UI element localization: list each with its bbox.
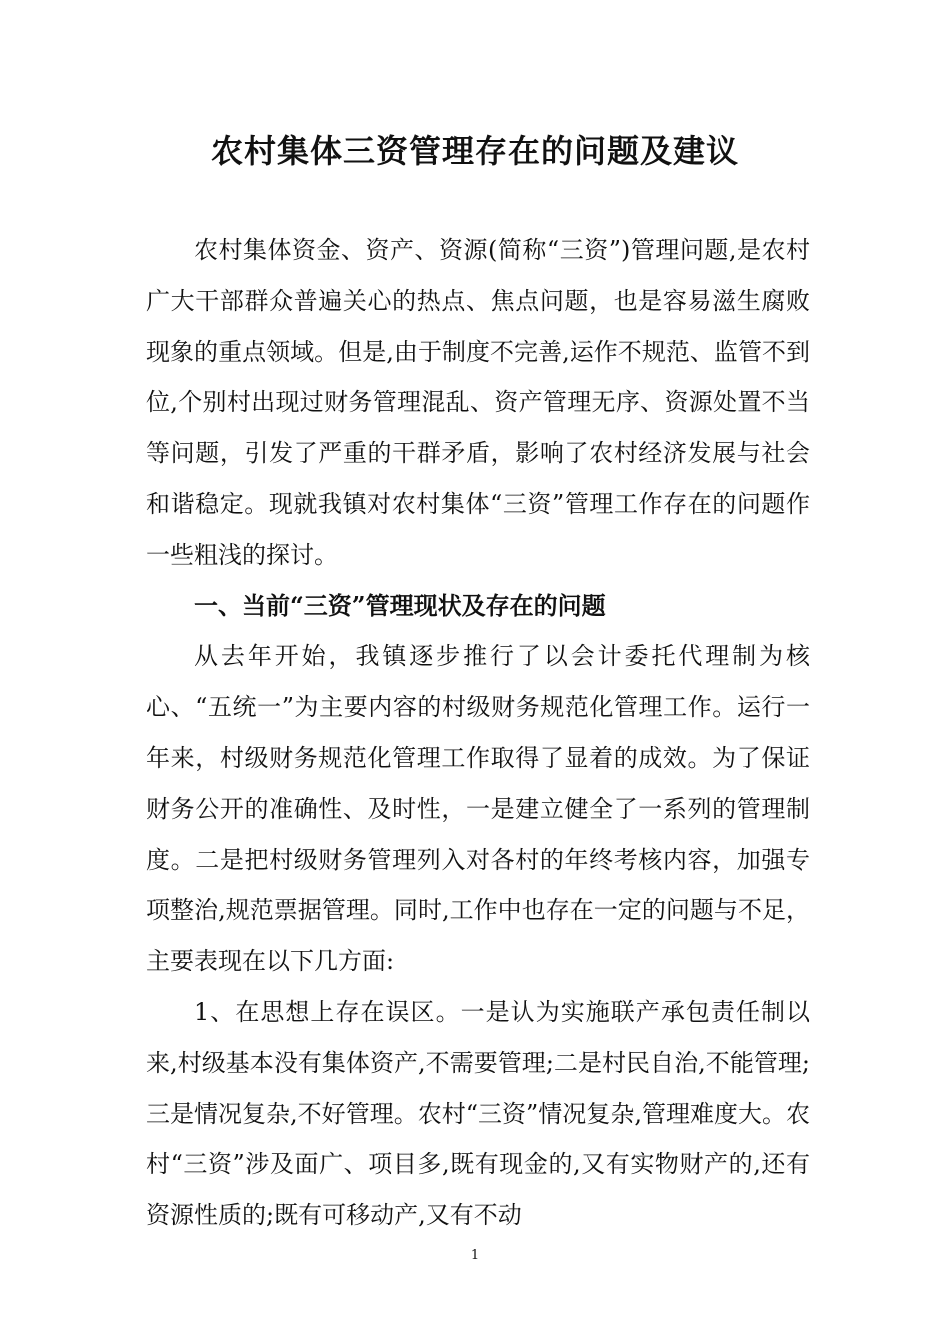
section-heading: 一、当前“三资”管理现状及存在的问题	[194, 590, 606, 620]
paragraph-status: 从去年开始，我镇逐步推行了以会计委托代理制为核心、“五统一”为主要内容的村级财务规范化管理工作。运行一年来，村级财务规范化管理工作取得了显着的成效。为了保证财务公开的准确性、及时性，一是建立健全了一系列的管理制度。二是把村级财务管理列入对各村的年终考核内容，加强专项整治,规范票据管理。同时,工作中也存在一定的问题与不足，主要表现在以下几方面:	[146, 642, 810, 976]
paragraph-point-1: 1、在思想上存在误区。一是认为实施联产承包责任制以来,村级基本没有集体资产,不需要管理;二是村民自治,不能管理;三是情况复杂,不好管理。农村“三资”情况复杂,管理难度大。农村“三资”涉及面广、项目多,既有现金的,又有实物财产的,还有资源性质的;既有可移动产,又有不动	[146, 997, 810, 1230]
paragraph-intro: 农村集体资金、资产、资源(简称“三资”)管理问题,是农村广大干部群众普遍关心的热点、焦点问题，也是容易滋生腐败现象的重点领域。但是,由于制度不完善,运作不规范、监管不到位,个别村出现过财务管理混乱、资产管理无序、资源处置不当等问题，引发了严重的干群矛盾，影响了农村经济发展与社会和谐稳定。现就我镇对农村集体“三资”管理工作存在的问题作一些粗浅的探讨。	[146, 236, 810, 569]
document-title: 农村集体三资管理存在的问题及建议	[210, 132, 739, 170]
page-number: 1	[470, 1248, 480, 1263]
document-body	[146, 225, 810, 1241]
